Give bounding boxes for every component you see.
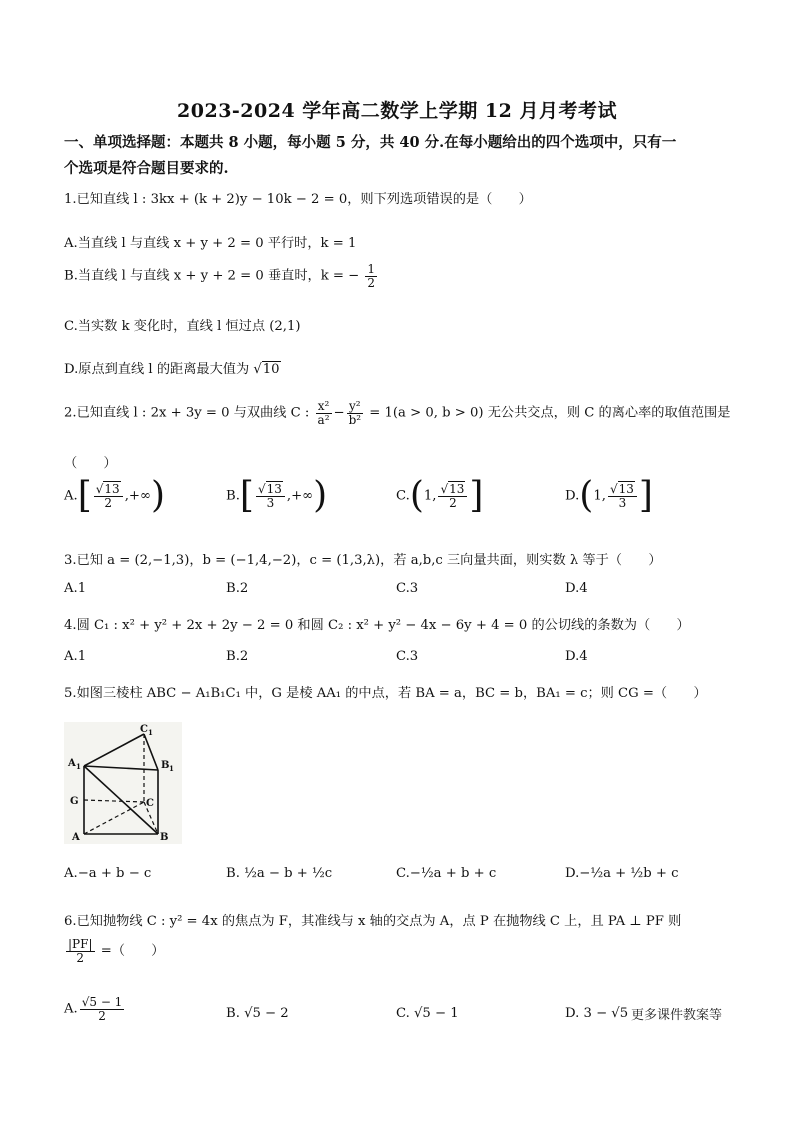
q3-option-d: D.4 (565, 581, 588, 596)
q2-stem-suffix: = 1(a > 0, b > 0) 无公共交点，则 C 的离心率的取值范围是 (369, 405, 731, 421)
exam-title: 2023-2024 学年高二数学上学期 12 月月考考试 (177, 100, 617, 122)
interval-tail: ,+∞ (124, 488, 151, 504)
q6-fraction (66, 938, 95, 964)
option-label: C. (396, 488, 410, 504)
label-b1: B (161, 760, 170, 771)
label-a1: A (68, 758, 76, 769)
q1-option-b-text: B.当直线 l 与直线 x + y + 2 = 0 垂直时，k = − (64, 268, 360, 284)
fraction-numerator: √5 − 1 (81, 995, 123, 1009)
q1-option-a: A.当直线 l 与直线 x + y + 2 = 0 平行时，k = 1 (64, 236, 357, 251)
q2-option-c: C.(1, $\frac{√13}{2}$ ] (396, 475, 484, 516)
interval-head: 1, (593, 488, 606, 504)
q2-stem-prefix: 2.已知直线 l : 2x + 3y = 0 与双曲线 C : (64, 405, 314, 421)
sqrt-radicand: 13 (449, 481, 465, 496)
q5-option-b: B. ½a − b + ½c (226, 866, 333, 881)
q2-option-a: A.[ $\frac{√13}{2}$ ,+∞) (64, 475, 165, 516)
q1-stem: 1.已知直线 l : 3kx + (k + 2)y − 10k − 2 = 0，则下列选项错误的是（ ） (64, 192, 532, 207)
section-header (64, 130, 732, 182)
label-a: A (72, 832, 80, 843)
option-label: D. (565, 488, 580, 504)
q2-paren: （ ） (64, 456, 117, 471)
fraction-denominator: 3 (618, 495, 627, 510)
sqrt-radicand: 13 (104, 481, 120, 496)
q2-stem: 2.已知直线 l : 2x + 3y = 0 与双曲线 C : $\frac{\text{x²}}{\text{a²}}$ − $\frac{\text{y²}}{\text{b²}}$ = 1(a > 0, b > 0) 无公共交点，则 C 的离心率的取值范围是 (64, 399, 731, 427)
fraction-denominator: 2 (367, 275, 376, 290)
q5-option-c: C.−½a + b + c (396, 866, 497, 881)
prism-diagram (64, 722, 182, 844)
q2-option-d: D.(1, $\frac{√13}{3}$ ] (565, 475, 653, 516)
section-header-line2: 个选项是符合题目要求的. (64, 160, 229, 177)
fraction-numerator: |PF| (68, 937, 93, 951)
q4-option-d: D.4 (565, 649, 588, 664)
sqrt-radicand: 10 (262, 362, 280, 377)
option-label: B. (226, 488, 240, 504)
q5-stem: 5.如图三棱柱 ABC − A₁B₁C₁ 中，G 是棱 AA₁ 的中点，若 BA = a，BC = b，BA₁ = c；则 CG =（ ） (64, 686, 707, 701)
q1-option-b (64, 263, 379, 289)
label-c: C (146, 798, 154, 809)
fraction-denominator: 2 (449, 495, 457, 510)
q6-stem-fraction-line (64, 938, 165, 964)
fraction-denominator: 2 (104, 495, 113, 510)
sqrt-radicand: 13 (266, 481, 282, 496)
hyperbola-x-term: $\frac{\text{x²}}{\text{a²}}$ (317, 399, 330, 427)
label-g: G (70, 796, 79, 807)
q6-option-d: D. 3 − √5 (565, 1006, 629, 1021)
q3-option-a: A.1 (64, 581, 87, 596)
q6-stem-tail: =（ ） (96, 943, 165, 959)
q3-option-b: B.2 (226, 581, 249, 596)
triangular-prism-figure (64, 722, 182, 844)
q1-option-c: C.当实数 k 变化时，直线 l 恒过点 (2,1) (64, 319, 301, 334)
q4-option-a: A.1 (64, 649, 87, 664)
svg-text:1: 1 (76, 762, 81, 771)
q1-option-b-fraction (365, 263, 377, 289)
svg-text:1: 1 (169, 764, 174, 773)
label-b: B (160, 832, 169, 843)
fraction-numerator: 1 (367, 262, 376, 276)
q1-option-d-text: D.原点到直线 l 的距离最大值为 (64, 362, 254, 377)
svg-text:1: 1 (148, 728, 153, 737)
fraction-denominator: 2 (98, 1008, 106, 1023)
q4-option-b: B.2 (226, 649, 249, 664)
fraction-denominator: 2 (76, 950, 85, 965)
q6-option-c: C. √5 − 1 (396, 1006, 459, 1021)
q3-option-c: C.3 (396, 581, 419, 596)
option-label: A. (64, 1001, 78, 1017)
hyperbola-y-term: $\frac{\text{y²}}{\text{b²}}$ (348, 399, 362, 427)
fraction-denominator: 3 (266, 495, 275, 510)
sqrt-radicand: 13 (618, 481, 634, 496)
q4-stem: 4.圆 C₁ : x² + y² + 2x + 2y − 2 = 0 和圆 C₂ : x² + y² − 4x − 6y + 4 = 0 的公切线的条数为（ ） (64, 618, 690, 633)
q6-stem: 6.已知抛物线 C : y² = 4x 的焦点为 F，其准线与 x 轴的交点为 A，点 P 在抛物线 C 上，且 PA ⊥ PF 则 (64, 914, 682, 929)
q3-stem: 3.已知 a = (2,−1,3)，b = (−1,4,−2)，c = (1,3,λ)，若 a,b,c 三向量共面，则实数 λ 等于（ ） (64, 553, 662, 568)
q5-option-a: A.−a + b − c (64, 866, 152, 881)
watermark-text: 更多课件教案等 (630, 1008, 722, 1023)
q1-option-d: D.原点到直线 l 的距离最大值为 √10 (64, 362, 280, 377)
q6-option-a (64, 996, 126, 1022)
q2-option-b: B.[ $\frac{√13}{3}$ ,+∞) (226, 475, 328, 516)
interval-head: 1, (423, 488, 437, 504)
label-c1: C (140, 724, 148, 735)
q4-option-c: C.3 (396, 649, 419, 664)
q5-option-d: D.−½a + ½b + c (565, 866, 679, 881)
interval-tail: ,+∞ (286, 488, 314, 504)
option-label: A. (64, 488, 78, 504)
q6-option-b: B. √5 − 2 (226, 1006, 289, 1021)
section-header-line1: 一、单项选择题：本题共 8 小题，每小题 5 分，共 40 分.在每小题给出的四个选项中，只有一 (64, 134, 677, 151)
